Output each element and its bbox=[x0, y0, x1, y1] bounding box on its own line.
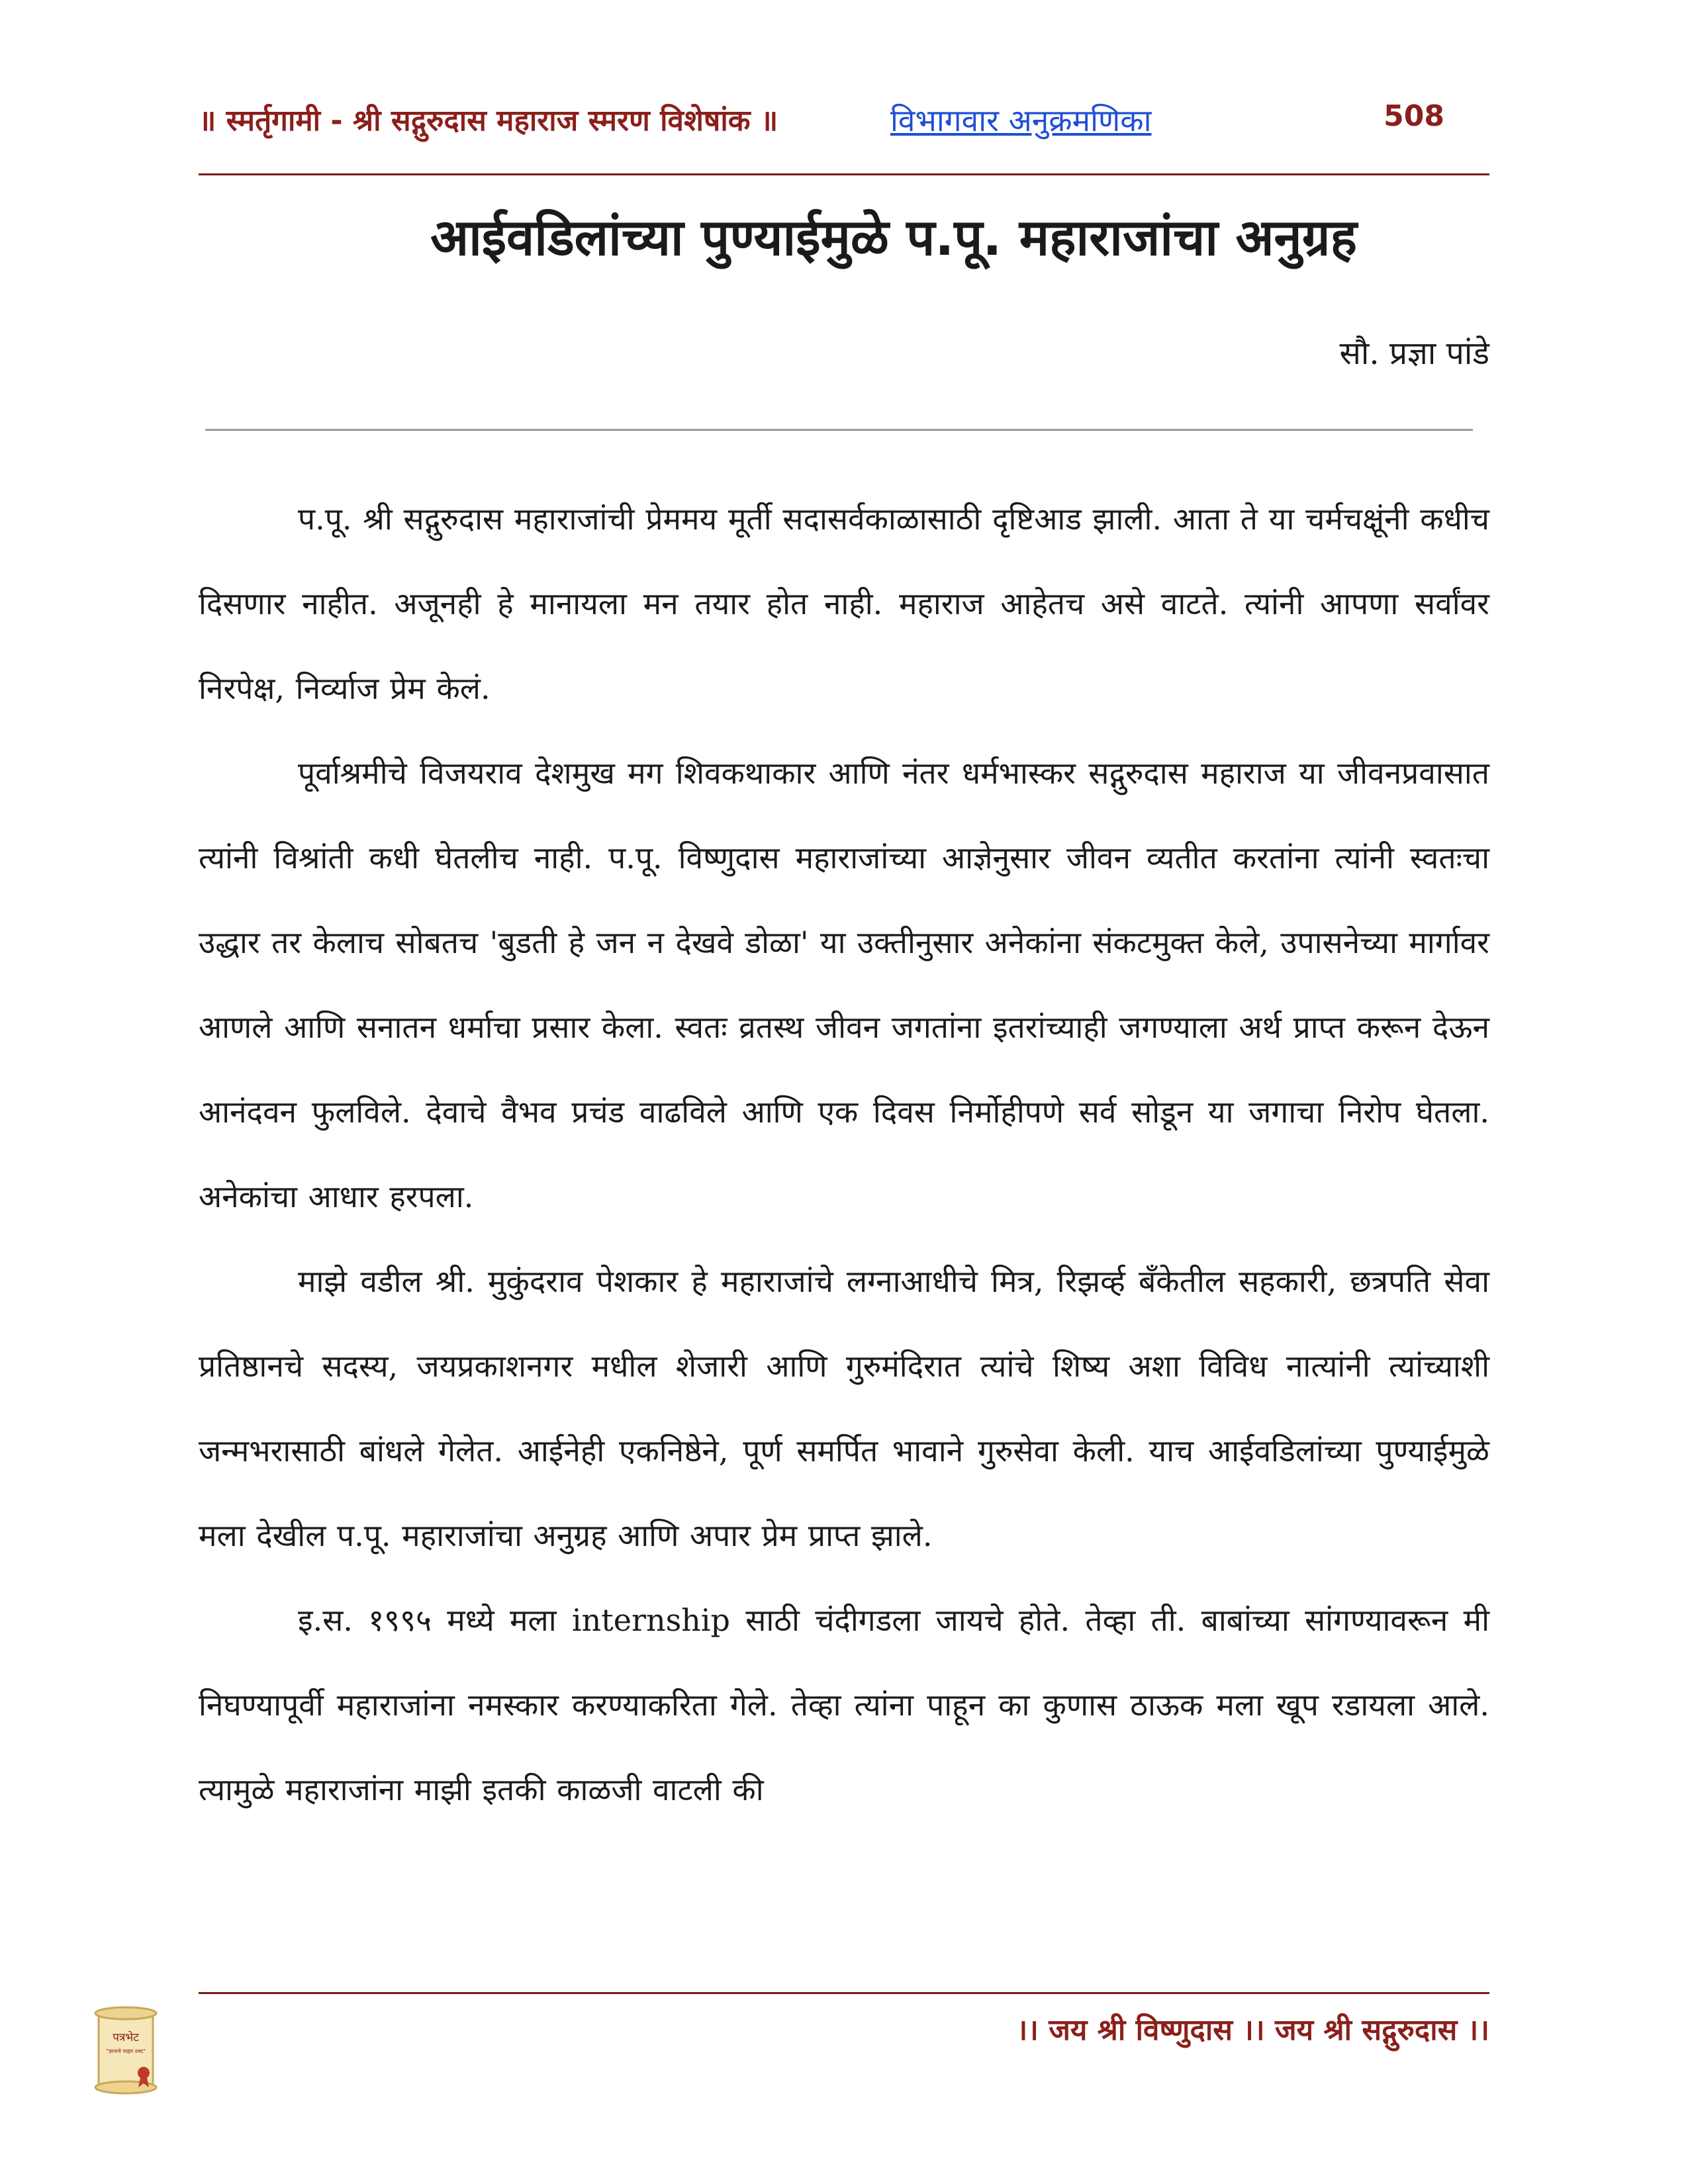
article-paragraph: पूर्वाश्रमीचे विजयराव देशमुख मग शिवकथाकार आणि नंतर धर्मभास्कर सद्गुरुदास महाराज या जीवनप्रवासात त्यांनी विश्रांती कधी घेतलीच नाही. प.पू. विष्णुदास महाराजांच्या आज्ञेनुसार जीवन व्यतीत करतांना त्यांनी स्वतःचा उद्धार तर केलाच सोबतच 'बुडती हे जन न देखवे डोळा' या उक्तीनुसार अनेकांना संकटमुक्त केले, उपासनेच्या मार्गावर आणले आणि सनातन धर्माचा प्रसार केला. स्वतः व्रतस्थ जीवन जगतांना इतरांच्याही जगण्याला अर्थ प्राप्त करून देऊन आनंदवन फुलविले. देवाचे वैभव प्रचंड वाढविले आणि एक दिवस निर्मोहीपणे सर्व सोडून या जगाचा निरोप घेतला. अनेकांचा आधार हरपला. bbox=[199, 755, 1489, 1214]
page-number: 508 bbox=[1383, 99, 1444, 133]
page-header bbox=[199, 99, 1489, 152]
author-divider bbox=[205, 429, 1473, 431]
footer-slogan: ।। जय श्री विष्णुदास ।। जय श्री सद्गुरुदास ।। bbox=[1016, 2013, 1489, 2047]
magazine-title: ॥ स्मर्तृगामी - श्री सद्गुरुदास महाराज स्मरण विशेषांक ॥ bbox=[199, 104, 778, 138]
patrabhet-scroll-logo bbox=[89, 2005, 162, 2098]
header-divider bbox=[199, 173, 1489, 175]
article-paragraph: माझे वडील श्री. मुकुंदराव पेशकार हे महाराजांचे लग्नाआधीचे मित्र, रिझर्व्ह बँकेतील सहकारी, छत्रपति सेवा प्रतिष्ठानचे सदस्य, जयप्रकाशनगर मधील शेजारी आणि गुरुमंदिरात त्यांचे शिष्य अशा विविध नात्यांनी त्यांच्याशी जन्मभरासाठी बांधले गेलेत. आईनेही एकनिष्ठेने, पूर्ण समर्पित भावाने गुरुसेवा केली. याच आईवडिलांच्या पुण्याईमुळे मला देखील प.पू. महाराजांचा अनुग्रह आणि अपार प्रेम प्राप्त झाले. bbox=[199, 1263, 1489, 1553]
section-index-link[interactable]: विभागवार अनुक्रमणिका bbox=[890, 103, 1152, 138]
svg-text:पत्रभेट: पत्रभेट bbox=[113, 2031, 139, 2044]
article-author: सौ. प्रज्ञा पांडे bbox=[1339, 335, 1489, 372]
article-title: आईवडिलांच्या पुण्याईमुळे प.पू. महाराजांचा अनुग्रह bbox=[430, 208, 1357, 267]
scroll-icon bbox=[89, 2005, 162, 2098]
article-body bbox=[199, 477, 1489, 1832]
svg-text:"ज्ञानाचे पाझर शब्द": "ज्ञानाचे पाझर शब्द" bbox=[106, 2048, 146, 2054]
footer-divider bbox=[199, 1992, 1489, 1994]
article-paragraph: इ.स. १९९५ मध्ये मला internship साठी चंदीगडला जायचे होते. तेव्हा ती. बाबांच्या सांगण्यावरून मी निघण्यापूर्वी महाराजांना नमस्कार करण्याकरिता गेले. तेव्हा त्यांना पाहून का कुणास ठाऊक मला खूप रडायला आले. त्यामुळे महाराजांना माझी इतकी काळजी वाटली की bbox=[199, 1602, 1489, 1807]
article-paragraph: प.पू. श्री सद्गुरुदास महाराजांची प्रेममय मूर्ती सदासर्वकाळासाठी दृष्टिआड झाली. आता ते या चर्मचक्षूंनी कधीच दिसणार नाहीत. अजूनही हे मानायला मन तयार होत नाही. महाराज आहेतच असे वाटते. त्यांनी आपणा सर्वांवर निरपेक्ष, निर्व्याज प्रेम केलं. bbox=[199, 501, 1489, 706]
